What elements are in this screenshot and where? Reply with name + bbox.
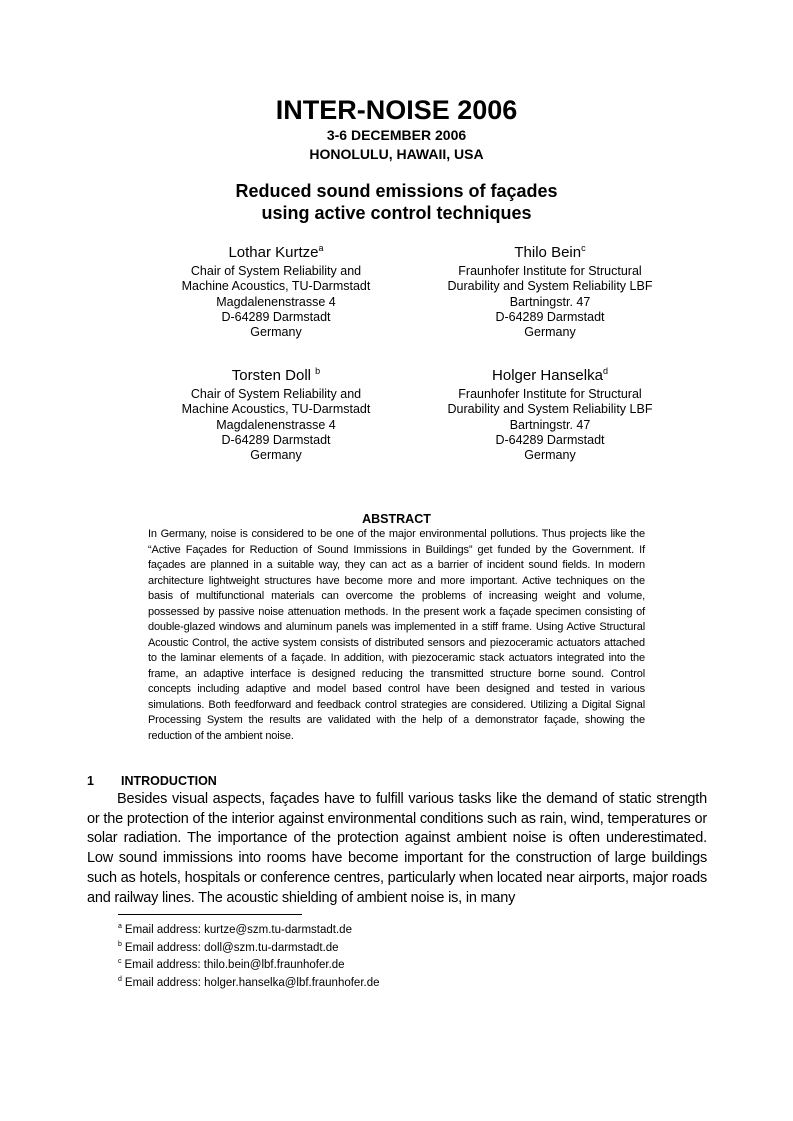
author-footnote-mark: b <box>315 366 321 376</box>
country-line: Germany <box>250 448 302 463</box>
author-footnote-mark: a <box>318 243 324 253</box>
affiliation-line: Machine Acoustics, TU-Darmstadt <box>181 402 371 417</box>
affiliation-line: Machine Acoustics, TU-Darmstadt <box>181 279 371 294</box>
section-number: 1 <box>87 774 94 788</box>
author-footnote-mark: d <box>602 366 608 376</box>
conference-dates: 3-6 DECEMBER 2006 <box>326 127 467 143</box>
footnote: $^a$ Email address: kurtze@szm.tu-darmstadt.de <box>118 923 352 936</box>
affiliation-line: Fraunhofer Institute for Structural <box>458 264 642 278</box>
affiliation-line: Durability and System Reliability LBF <box>447 279 653 294</box>
footnote: $^d$ Email address: holger.hanselka@lbf.fraunhofer.de <box>118 975 380 989</box>
author-block <box>126 239 426 340</box>
section-title: INTRODUCTION <box>121 774 217 788</box>
author-footnote-mark: c <box>581 243 586 253</box>
affiliation-line: Durability and System Reliability LBF <box>447 402 653 417</box>
footnotes <box>118 920 380 990</box>
affiliation-line: Fraunhofer Institute for Structural <box>458 387 642 401</box>
author-name: Torsten Doll $^b$ <box>231 366 321 384</box>
abstract-text: In Germany, noise is considered to be one of the major environmental pollutions. Thus projects like the “Active Façades for Reduction of Sound Immissions in Buildings” get funded by the Government. If façades are planned in a suitable way, they can act as a barrier of incident sound fields. In modern architecture lightweight structures have become more and more important. Active techniques on the basis of multifunctional materials can overcome the problems of increasing weight and volume, possessed by passive noise attenuation methods. In the present work a façade specimen consisting of double-glazed windows and aluminum panels was implemented in a stiff frame. Using Active Structural Acoustic Control, the active system consists of distributed sensors and piezoceramic actuators attached to the laminar elements of a façade. In addition, with piezoceramic stack actuators integrated into the frame, an adaptive interface is designed reducing the transmitted structure borne sound. Control concepts including adaptive and model based control have been designed and tested in various simulations. Both feedforward and feedback control strategies are considered. Utilizing a Digital Signal Processing System the results are validated with the help of a demonstrator façade, showing the reduction of the ambient noise. <box>148 528 645 742</box>
section-heading <box>87 774 217 789</box>
footnote-divider <box>118 914 302 915</box>
author-name: Holger Hanselka$^d$ <box>492 366 608 384</box>
paper-title-line-1: Reduced sound emissions of façades <box>235 181 558 201</box>
section-body: Besides visual aspects, façades have to fulfill various tasks like the demand of static strength or the protection of the interior against environmental conditions such as rain, wind, temperatures or solar radiation. The importance of the protection against ambient noise is often underestimated. Low sound immissions into rooms have become important for the construction of large buildings such as hotels, hospitals or conference centres, particularly when located near airports, major roads and railway lines. The acoustic shielding of ambient noise is, in many <box>87 791 707 906</box>
address-line: Bartningstr. 47 <box>509 417 591 432</box>
footnote: $^c$ Email address: thilo.bein@lbf.fraunhofer.de <box>118 958 345 971</box>
country-line: Germany <box>250 325 302 340</box>
address-line: D-64289 Darmstadt <box>221 309 331 324</box>
author-name: Thilo Bein$^c$ <box>514 243 586 261</box>
address-line: Magdalenenstrasse 4 <box>216 417 336 432</box>
address-line: D-64289 Darmstadt <box>495 309 605 324</box>
author-block <box>400 239 700 340</box>
paper-title-line-2: using active control techniques <box>261 203 532 223</box>
country-line: Germany <box>524 325 576 340</box>
abstract-heading: ABSTRACT <box>362 512 431 526</box>
author-name: Lothar Kurtze$^a$ <box>228 243 324 261</box>
affiliation-line: Chair of System Reliability and <box>190 387 362 401</box>
address-line: D-64289 Darmstadt <box>221 432 331 447</box>
author-block <box>126 362 426 463</box>
address-line: D-64289 Darmstadt <box>495 432 605 447</box>
address-line: Magdalenenstrasse 4 <box>216 294 336 309</box>
conference-location: HONOLULU, HAWAII, USA <box>309 146 484 162</box>
country-line: Germany <box>524 448 576 463</box>
address-line: Bartningstr. 47 <box>509 294 591 309</box>
author-block <box>400 362 700 463</box>
conference-title: INTER-NOISE 2006 <box>275 95 518 125</box>
footnote: $^b$ Email address: doll@szm.tu-darmstadt.de <box>118 940 339 954</box>
affiliation-line: Chair of System Reliability and <box>190 264 362 278</box>
